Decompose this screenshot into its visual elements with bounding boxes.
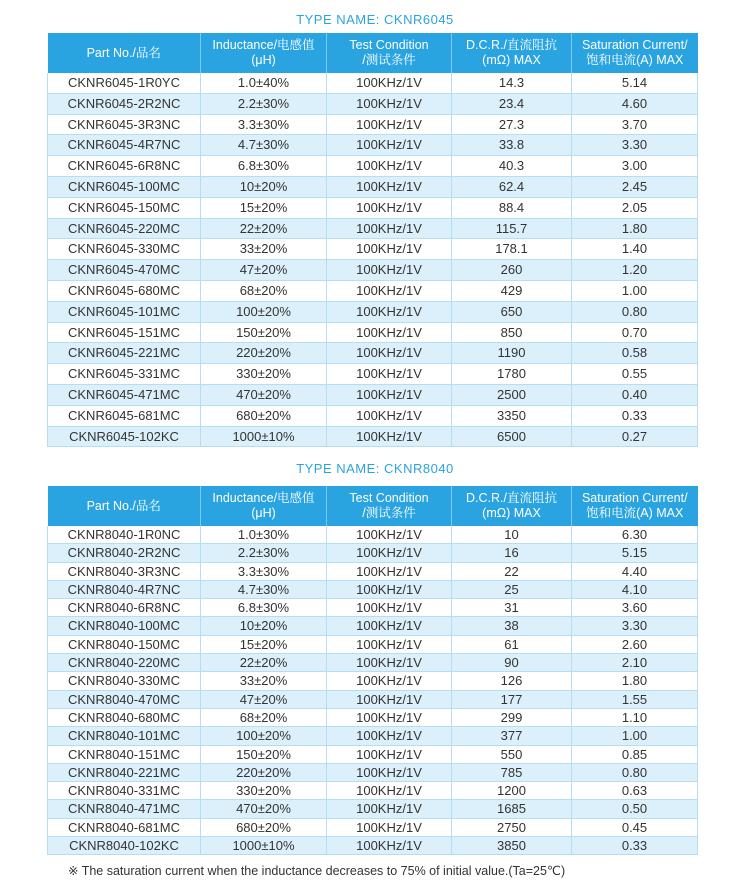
- cell-inductance: 3.3±30%: [201, 562, 327, 580]
- cell-saturation-current: 3.30: [572, 617, 698, 635]
- table-row: [48, 197, 698, 218]
- cell-dcr: 850: [452, 322, 572, 343]
- cell-dcr: 115.7: [452, 218, 572, 239]
- cell-saturation-current: 0.70: [572, 322, 698, 343]
- cell-part-no: CKNR6045-6R8NC: [48, 156, 201, 177]
- cell-inductance: 22±20%: [201, 218, 327, 239]
- table-row: [48, 364, 698, 385]
- cell-part-no: CKNR8040-680MC: [48, 708, 201, 726]
- cell-saturation-current: 0.55: [572, 364, 698, 385]
- table-row: [48, 73, 698, 93]
- cell-dcr: 550: [452, 745, 572, 763]
- cell-dcr: 1685: [452, 800, 572, 818]
- header-line: /测试条件: [362, 506, 416, 520]
- cell-part-no: CKNR8040-330MC: [48, 672, 201, 690]
- cell-test-condition: 100KHz/1V: [327, 384, 452, 405]
- cell-dcr: 785: [452, 763, 572, 781]
- cell-test-condition: 100KHz/1V: [327, 544, 452, 562]
- cell-dcr: 61: [452, 635, 572, 653]
- cell-part-no: CKNR8040-2R2NC: [48, 544, 201, 562]
- cell-part-no: CKNR6045-330MC: [48, 239, 201, 260]
- cell-test-condition: 100KHz/1V: [327, 599, 452, 617]
- table-row: [48, 727, 698, 745]
- cell-test-condition: 100KHz/1V: [327, 426, 452, 447]
- cell-saturation-current: 2.10: [572, 654, 698, 672]
- header-line: (μH): [251, 506, 276, 520]
- cell-saturation-current: 0.63: [572, 782, 698, 800]
- table-row: [48, 322, 698, 343]
- cell-dcr: 10: [452, 526, 572, 544]
- header-test-condition: [327, 486, 452, 526]
- header-line: Saturation Current/: [581, 491, 688, 505]
- cell-dcr: 6500: [452, 426, 572, 447]
- cell-part-no: CKNR8040-6R8NC: [48, 599, 201, 617]
- table-row: [48, 837, 698, 855]
- cell-test-condition: 100KHz/1V: [327, 763, 452, 781]
- cell-test-condition: 100KHz/1V: [327, 526, 452, 544]
- header-line: Part No./品名: [86, 45, 161, 60]
- table-row: [48, 156, 698, 177]
- cell-part-no: CKNR8040-681MC: [48, 818, 201, 836]
- cell-dcr: 31: [452, 599, 572, 617]
- cell-inductance: 1000±10%: [201, 837, 327, 855]
- cell-inductance: 22±20%: [201, 654, 327, 672]
- cell-dcr: 1780: [452, 364, 572, 385]
- cell-saturation-current: 1.20: [572, 260, 698, 281]
- table-row: [48, 818, 698, 836]
- cell-part-no: CKNR8040-101MC: [48, 727, 201, 745]
- cell-saturation-current: 1.40: [572, 239, 698, 260]
- cell-test-condition: 100KHz/1V: [327, 156, 452, 177]
- cell-dcr: 178.1: [452, 239, 572, 260]
- cell-saturation-current: 2.05: [572, 197, 698, 218]
- header-line: 饱和电流(A) MAX: [586, 53, 684, 67]
- cell-test-condition: 100KHz/1V: [327, 135, 452, 156]
- cell-inductance: 100±20%: [201, 727, 327, 745]
- cell-test-condition: 100KHz/1V: [327, 364, 452, 385]
- cell-saturation-current: 1.00: [572, 727, 698, 745]
- table-row: [48, 405, 698, 426]
- table-row: [48, 239, 698, 260]
- cell-part-no: CKNR8040-470MC: [48, 690, 201, 708]
- cell-inductance: 1.0±40%: [201, 73, 327, 93]
- cell-dcr: 33.8: [452, 135, 572, 156]
- cell-inductance: 10±20%: [201, 617, 327, 635]
- cell-inductance: 2.2±30%: [201, 544, 327, 562]
- cell-saturation-current: 0.33: [572, 405, 698, 426]
- header-line: (μH): [251, 53, 276, 67]
- header-line: (mΩ) MAX: [482, 506, 541, 520]
- cell-saturation-current: 4.10: [572, 580, 698, 598]
- cell-test-condition: 100KHz/1V: [327, 322, 452, 343]
- cell-dcr: 650: [452, 301, 572, 322]
- table-row: [48, 280, 698, 301]
- cell-test-condition: 100KHz/1V: [327, 405, 452, 426]
- cell-saturation-current: 4.40: [572, 562, 698, 580]
- table-row: [48, 800, 698, 818]
- cell-part-no: CKNR6045-221MC: [48, 343, 201, 364]
- cell-test-condition: 100KHz/1V: [327, 197, 452, 218]
- cell-dcr: 14.3: [452, 73, 572, 93]
- cell-inductance: 33±20%: [201, 672, 327, 690]
- cell-inductance: 4.7±30%: [201, 135, 327, 156]
- header-line: /测试条件: [362, 53, 416, 67]
- footnote: ※ The saturation current when the inductance decreases to 75% of initial value.(Ta=25℃): [68, 864, 566, 878]
- cell-part-no: CKNR6045-470MC: [48, 260, 201, 281]
- cell-saturation-current: 5.14: [572, 73, 698, 93]
- cell-saturation-current: 2.45: [572, 176, 698, 197]
- cell-part-no: CKNR8040-3R3NC: [48, 562, 201, 580]
- cell-part-no: CKNR6045-150MC: [48, 197, 201, 218]
- cell-test-condition: 100KHz/1V: [327, 343, 452, 364]
- cell-inductance: 10±20%: [201, 176, 327, 197]
- cell-part-no: CKNR6045-151MC: [48, 322, 201, 343]
- cell-part-no: CKNR6045-2R2NC: [48, 93, 201, 114]
- cell-inductance: 68±20%: [201, 280, 327, 301]
- table-row: [48, 599, 698, 617]
- cell-part-no: CKNR6045-102KC: [48, 426, 201, 447]
- cell-part-no: CKNR6045-100MC: [48, 176, 201, 197]
- cell-test-condition: 100KHz/1V: [327, 690, 452, 708]
- header-line: Inductance/电感值: [212, 491, 315, 505]
- table-row: [48, 690, 698, 708]
- cell-dcr: 126: [452, 672, 572, 690]
- cell-saturation-current: 0.40: [572, 384, 698, 405]
- cell-dcr: 62.4: [452, 176, 572, 197]
- cell-inductance: 220±20%: [201, 343, 327, 364]
- table-header: [48, 486, 698, 526]
- table-row: [48, 708, 698, 726]
- table-row: [48, 260, 698, 281]
- header-line: D.C.R./直流阻抗: [466, 491, 557, 505]
- table-row: [48, 426, 698, 447]
- cell-saturation-current: 6.30: [572, 526, 698, 544]
- cell-saturation-current: 0.58: [572, 343, 698, 364]
- cell-saturation-current: 3.00: [572, 156, 698, 177]
- cell-saturation-current: 0.33: [572, 837, 698, 855]
- cell-test-condition: 100KHz/1V: [327, 708, 452, 726]
- cell-part-no: CKNR6045-471MC: [48, 384, 201, 405]
- cell-inductance: 33±20%: [201, 239, 327, 260]
- cell-inductance: 15±20%: [201, 197, 327, 218]
- cell-test-condition: 100KHz/1V: [327, 635, 452, 653]
- header-saturation-current: [572, 33, 698, 73]
- cell-inductance: 330±20%: [201, 782, 327, 800]
- table-row: [48, 745, 698, 763]
- cell-dcr: 40.3: [452, 156, 572, 177]
- cell-test-condition: 100KHz/1V: [327, 260, 452, 281]
- table-row: [48, 135, 698, 156]
- cell-inductance: 1000±10%: [201, 426, 327, 447]
- cell-part-no: CKNR8040-4R7NC: [48, 580, 201, 598]
- type-title-cknr8040: TYPE NAME: CKNR8040: [296, 461, 454, 476]
- cell-part-no: CKNR8040-102KC: [48, 837, 201, 855]
- cell-test-condition: 100KHz/1V: [327, 93, 452, 114]
- cell-saturation-current: 5.15: [572, 544, 698, 562]
- cell-dcr: 3350: [452, 405, 572, 426]
- table-header: [48, 33, 698, 73]
- table-row: [48, 654, 698, 672]
- cell-inductance: 47±20%: [201, 690, 327, 708]
- cell-saturation-current: 4.60: [572, 93, 698, 114]
- cell-test-condition: 100KHz/1V: [327, 73, 452, 93]
- cell-saturation-current: 3.30: [572, 135, 698, 156]
- table-row: [48, 526, 698, 544]
- cell-saturation-current: 1.00: [572, 280, 698, 301]
- table-row: [48, 176, 698, 197]
- type-title-cknr6045: TYPE NAME: CKNR6045: [296, 12, 454, 27]
- table-row: [48, 617, 698, 635]
- cell-test-condition: 100KHz/1V: [327, 580, 452, 598]
- cell-saturation-current: 1.10: [572, 708, 698, 726]
- table-row: [48, 301, 698, 322]
- cell-saturation-current: 3.70: [572, 114, 698, 135]
- cell-part-no: CKNR8040-220MC: [48, 654, 201, 672]
- table-row: [48, 218, 698, 239]
- cell-dcr: 88.4: [452, 197, 572, 218]
- cell-part-no: CKNR8040-151MC: [48, 745, 201, 763]
- cell-part-no: CKNR8040-471MC: [48, 800, 201, 818]
- cell-saturation-current: 0.27: [572, 426, 698, 447]
- table-row: [48, 384, 698, 405]
- table-row: [48, 93, 698, 114]
- cell-inductance: 3.3±30%: [201, 114, 327, 135]
- table-body: [48, 73, 698, 447]
- cell-saturation-current: 0.80: [572, 301, 698, 322]
- cell-test-condition: 100KHz/1V: [327, 176, 452, 197]
- cell-dcr: 377: [452, 727, 572, 745]
- cell-test-condition: 100KHz/1V: [327, 782, 452, 800]
- table-row: [48, 672, 698, 690]
- table-row: [48, 544, 698, 562]
- table-row: [48, 782, 698, 800]
- cell-dcr: 177: [452, 690, 572, 708]
- cell-test-condition: 100KHz/1V: [327, 301, 452, 322]
- cell-part-no: CKNR6045-331MC: [48, 364, 201, 385]
- cell-dcr: 27.3: [452, 114, 572, 135]
- header-line: (mΩ) MAX: [482, 53, 541, 67]
- cell-saturation-current: 0.45: [572, 818, 698, 836]
- cell-dcr: 16: [452, 544, 572, 562]
- table-body: [48, 526, 698, 855]
- cell-inductance: 47±20%: [201, 260, 327, 281]
- cell-part-no: CKNR8040-1R0NC: [48, 526, 201, 544]
- cell-inductance: 680±20%: [201, 818, 327, 836]
- cell-part-no: CKNR6045-681MC: [48, 405, 201, 426]
- cell-test-condition: 100KHz/1V: [327, 562, 452, 580]
- cell-dcr: 299: [452, 708, 572, 726]
- cell-inductance: 150±20%: [201, 745, 327, 763]
- cell-part-no: CKNR6045-220MC: [48, 218, 201, 239]
- cell-dcr: 38: [452, 617, 572, 635]
- cell-saturation-current: 3.60: [572, 599, 698, 617]
- cell-inductance: 1.0±30%: [201, 526, 327, 544]
- cell-dcr: 3850: [452, 837, 572, 855]
- table-row: [48, 562, 698, 580]
- table-row: [48, 763, 698, 781]
- cell-part-no: CKNR8040-100MC: [48, 617, 201, 635]
- header-part-no: [48, 486, 201, 526]
- cell-saturation-current: 0.80: [572, 763, 698, 781]
- cell-part-no: CKNR6045-680MC: [48, 280, 201, 301]
- header-line: Test Condition: [349, 38, 429, 52]
- cell-test-condition: 100KHz/1V: [327, 837, 452, 855]
- header-inductance: [201, 486, 327, 526]
- cell-inductance: 470±20%: [201, 384, 327, 405]
- cell-dcr: 2750: [452, 818, 572, 836]
- cell-dcr: 22: [452, 562, 572, 580]
- cell-part-no: CKNR8040-331MC: [48, 782, 201, 800]
- cell-test-condition: 100KHz/1V: [327, 617, 452, 635]
- cell-part-no: CKNR6045-3R3NC: [48, 114, 201, 135]
- table-row: [48, 635, 698, 653]
- cell-inductance: 4.7±30%: [201, 580, 327, 598]
- cell-test-condition: 100KHz/1V: [327, 239, 452, 260]
- cell-test-condition: 100KHz/1V: [327, 114, 452, 135]
- cell-dcr: 90: [452, 654, 572, 672]
- table-row: [48, 114, 698, 135]
- cell-inductance: 220±20%: [201, 763, 327, 781]
- table-row: [48, 580, 698, 598]
- cell-dcr: 23.4: [452, 93, 572, 114]
- cell-dcr: 1190: [452, 343, 572, 364]
- cell-saturation-current: 2.60: [572, 635, 698, 653]
- cell-test-condition: 100KHz/1V: [327, 218, 452, 239]
- cell-test-condition: 100KHz/1V: [327, 280, 452, 301]
- header-dcr: [452, 486, 572, 526]
- header-line: D.C.R./直流阻抗: [466, 38, 557, 52]
- cell-inductance: 100±20%: [201, 301, 327, 322]
- cell-dcr: 1200: [452, 782, 572, 800]
- spec-table-cknr6045: [47, 33, 698, 447]
- cell-inductance: 470±20%: [201, 800, 327, 818]
- cell-test-condition: 100KHz/1V: [327, 654, 452, 672]
- cell-part-no: CKNR6045-101MC: [48, 301, 201, 322]
- cell-inductance: 68±20%: [201, 708, 327, 726]
- cell-dcr: 25: [452, 580, 572, 598]
- header-inductance: [201, 33, 327, 73]
- cell-saturation-current: 0.85: [572, 745, 698, 763]
- header-line: 饱和电流(A) MAX: [586, 506, 684, 520]
- table-row: [48, 343, 698, 364]
- cell-inductance: 150±20%: [201, 322, 327, 343]
- cell-dcr: 2500: [452, 384, 572, 405]
- header-saturation-current: [572, 486, 698, 526]
- header-line: Test Condition: [349, 491, 429, 505]
- cell-part-no: CKNR6045-4R7NC: [48, 135, 201, 156]
- cell-dcr: 429: [452, 280, 572, 301]
- cell-test-condition: 100KHz/1V: [327, 818, 452, 836]
- header-test-condition: [327, 33, 452, 73]
- cell-part-no: CKNR8040-221MC: [48, 763, 201, 781]
- cell-saturation-current: 0.50: [572, 800, 698, 818]
- header-dcr: [452, 33, 572, 73]
- cell-inductance: 6.8±30%: [201, 156, 327, 177]
- cell-saturation-current: 1.80: [572, 672, 698, 690]
- cell-test-condition: 100KHz/1V: [327, 727, 452, 745]
- cell-inductance: 2.2±30%: [201, 93, 327, 114]
- cell-part-no: CKNR6045-1R0YC: [48, 73, 201, 93]
- cell-inductance: 6.8±30%: [201, 599, 327, 617]
- cell-saturation-current: 1.80: [572, 218, 698, 239]
- cell-test-condition: 100KHz/1V: [327, 672, 452, 690]
- cell-test-condition: 100KHz/1V: [327, 800, 452, 818]
- cell-inductance: 15±20%: [201, 635, 327, 653]
- header-line: Part No./品名: [86, 498, 161, 513]
- header-line: Saturation Current/: [581, 38, 688, 52]
- header-part-no: [48, 33, 201, 73]
- cell-test-condition: 100KHz/1V: [327, 745, 452, 763]
- header-line: Inductance/电感值: [212, 38, 315, 52]
- cell-dcr: 260: [452, 260, 572, 281]
- cell-part-no: CKNR8040-150MC: [48, 635, 201, 653]
- cell-saturation-current: 1.55: [572, 690, 698, 708]
- cell-inductance: 680±20%: [201, 405, 327, 426]
- cell-inductance: 330±20%: [201, 364, 327, 385]
- spec-table-cknr8040: [47, 486, 698, 855]
